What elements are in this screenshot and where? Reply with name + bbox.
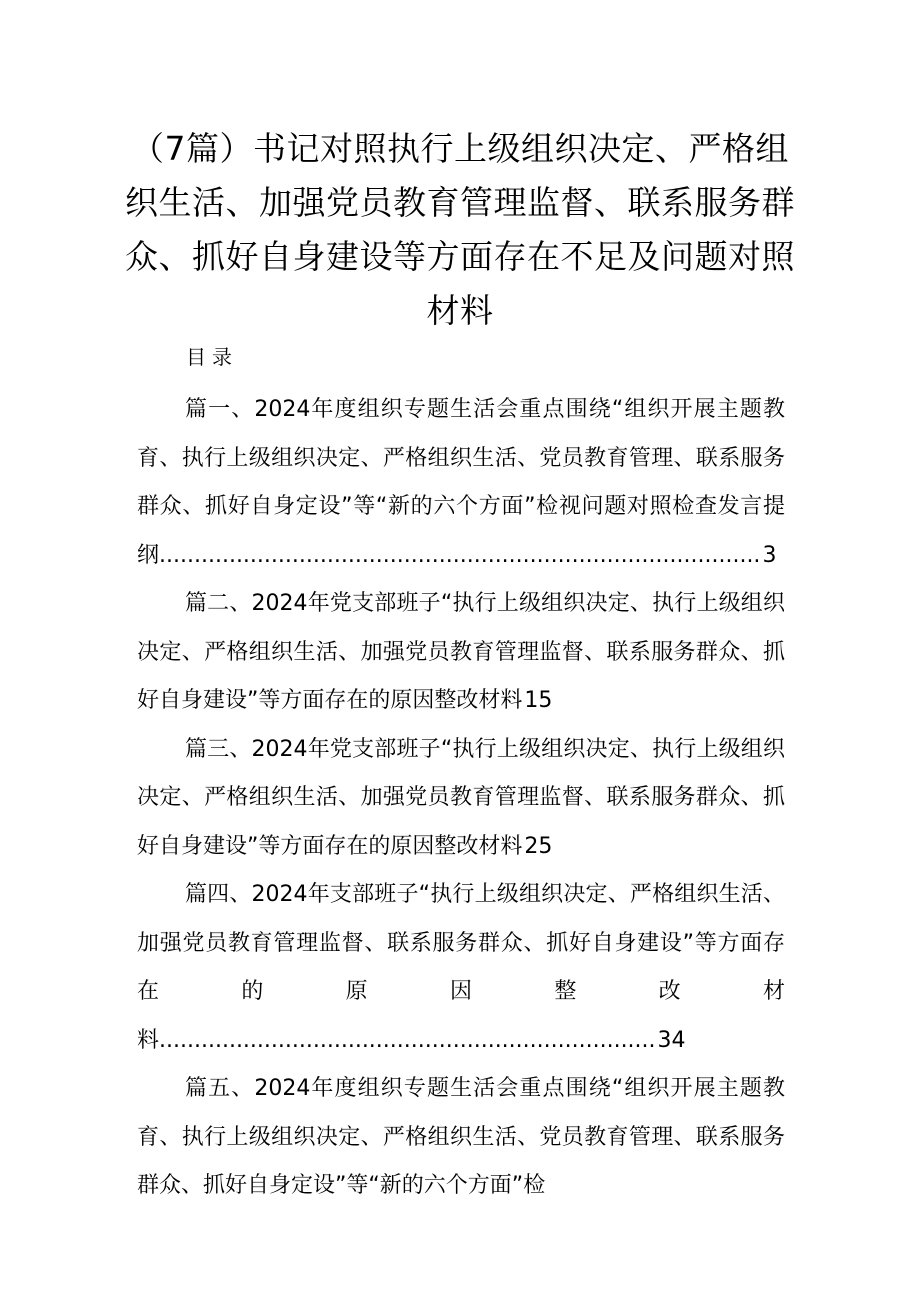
toc-entry-text: 篇二、2024年党支部班子“执行上级组织决定、执行上级组织决定、严格组织生活、加强党员教育管理监督、联系服务群众、抓好自身建设”等方面存在的原因整改材料: [137, 591, 785, 713]
table-of-contents: [137, 386, 785, 1211]
toc-label: 目录: [186, 345, 238, 369]
toc-entry-2[interactable]: [137, 580, 785, 726]
toc-page-number: 15: [524, 688, 553, 713]
toc-entry-3[interactable]: [137, 726, 785, 872]
document-title: （7篇）书记对照执行上级组织决定、严格组织生活、加强党员教育管理监督、联系服务群众、抓好自身建设等方面存在不足及问题对照材料: [125, 129, 795, 330]
toc-entry-text: 篇一、2024年度组织专题生活会重点围绕“组织开展主题教育、执行上级组织决定、严格组织生活、党员教育管理、联系服务群众、抓好自身定设”等“新的六个方面”检视问题对照检查发言提纲: [137, 397, 785, 568]
toc-entry-1[interactable]: [137, 386, 785, 580]
toc-leader-dots: ......................................................................................: [159, 542, 761, 568]
toc-entry-text: 篇三、2024年党支部班子“执行上级组织决定、执行上级组织决定、严格组织生活、加强党员教育管理监督、联系服务群众、抓好自身建设”等方面存在的原因整改材料: [137, 736, 785, 859]
toc-page-number: 25: [524, 833, 553, 859]
toc-leader-dots: .......................................................................: [159, 1027, 656, 1053]
toc-entry-5[interactable]: [137, 1065, 785, 1211]
toc-page-number: 3: [762, 542, 777, 568]
toc-page-number: 34: [657, 1027, 686, 1053]
toc-entry-text: 篇四、2024年支部班子“执行上级组织决定、严格组织生活、加强党员教育管理监督、联系服务群众、抓好自身建设”等方面存在的原因整改材料: [137, 882, 785, 1053]
toc-entry-text: 篇五、2024年度组织专题生活会重点围绕“组织开展主题教育、执行上级组织决定、严格组织生活、党员教育管理、联系服务群众、抓好自身定设”等“新的六个方面”检: [137, 1076, 785, 1198]
toc-entry-4[interactable]: [137, 871, 785, 1065]
